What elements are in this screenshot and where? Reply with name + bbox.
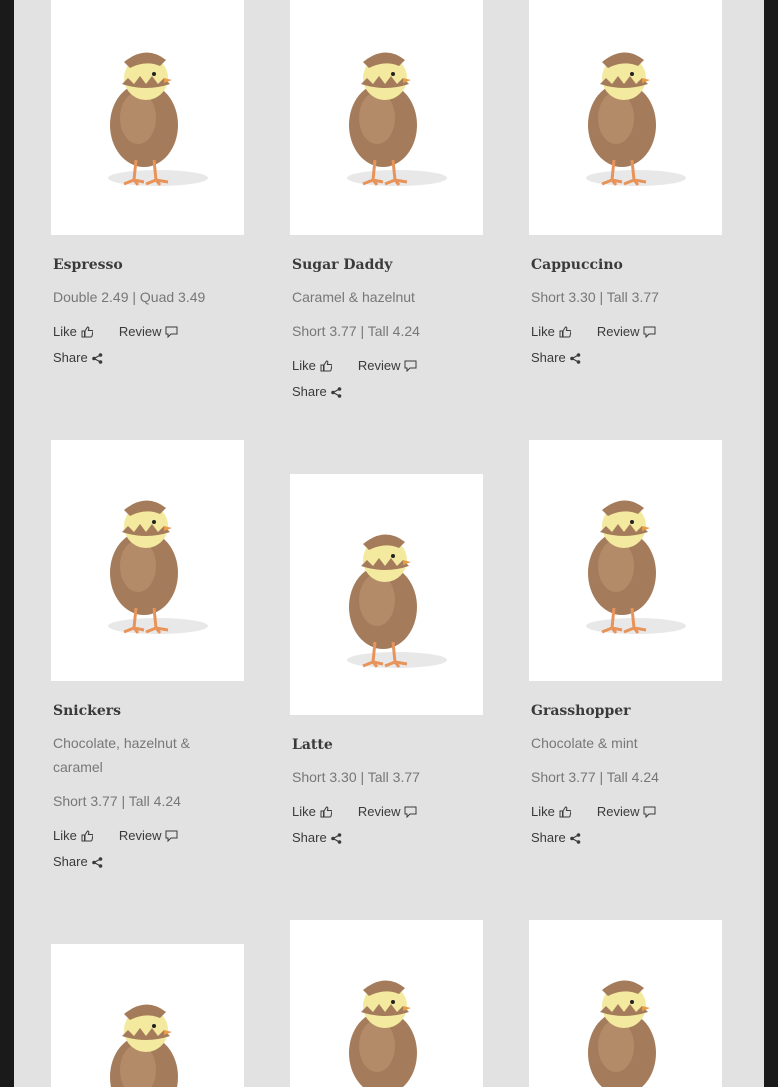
- product-description: Caramel & hazelnut: [292, 289, 415, 305]
- share-button[interactable]: Share: [292, 825, 457, 851]
- product-name[interactable]: Latte: [292, 737, 333, 753]
- product-card: [529, 440, 722, 851]
- review-button[interactable]: Review: [597, 319, 657, 345]
- thumbs-up-icon: [81, 830, 93, 842]
- product-actions: [292, 799, 483, 851]
- share-button[interactable]: Share: [531, 345, 696, 371]
- product-grid: [14, 0, 764, 1087]
- product-price: Short 3.77 | Tall 4.24: [292, 323, 420, 339]
- comment-icon: [165, 326, 178, 338]
- share-icon: [92, 353, 103, 364]
- comment-icon: [643, 326, 656, 338]
- chick-image: [327, 40, 447, 200]
- product-price: Double 2.49 | Quad 3.49: [53, 289, 206, 305]
- share-button[interactable]: Share: [531, 825, 696, 851]
- thumbs-up-icon: [81, 326, 93, 338]
- like-button[interactable]: Like: [53, 319, 93, 345]
- review-button[interactable]: Review: [358, 799, 418, 825]
- product-card: [529, 0, 722, 371]
- product-image[interactable]: [529, 920, 722, 1087]
- product-name[interactable]: Snickers: [53, 703, 121, 719]
- thumbs-up-icon: [320, 806, 332, 818]
- product-card: [290, 474, 483, 851]
- product-card: [51, 440, 244, 875]
- product-description: Chocolate & mint: [531, 735, 638, 751]
- chick-image: [327, 968, 447, 1087]
- product-image[interactable]: [51, 440, 244, 681]
- share-icon: [570, 833, 581, 844]
- chick-image: [88, 40, 208, 200]
- review-button[interactable]: Review: [119, 823, 179, 849]
- product-name[interactable]: Espresso: [53, 257, 123, 273]
- like-button[interactable]: Like: [292, 799, 332, 825]
- product-price: Short 3.30 | Tall 3.77: [531, 289, 659, 305]
- like-button[interactable]: Like: [292, 353, 332, 379]
- review-button[interactable]: Review: [119, 319, 179, 345]
- share-icon: [331, 387, 342, 398]
- review-button[interactable]: Review: [358, 353, 418, 379]
- comment-icon: [643, 806, 656, 818]
- product-image[interactable]: [290, 0, 483, 235]
- chick-image: [566, 968, 686, 1087]
- right-gutter: [764, 0, 778, 1087]
- product-name[interactable]: Sugar Daddy: [292, 257, 393, 273]
- product-card: [290, 0, 483, 405]
- chick-image: [88, 488, 208, 648]
- chick-image: [566, 40, 686, 200]
- product-name[interactable]: Cappuccino: [531, 257, 623, 273]
- product-image[interactable]: [529, 440, 722, 681]
- product-price: Short 3.77 | Tall 4.24: [531, 769, 659, 785]
- product-actions: [531, 319, 722, 371]
- like-button[interactable]: Like: [53, 823, 93, 849]
- like-button[interactable]: Like: [531, 799, 571, 825]
- product-image[interactable]: [529, 0, 722, 235]
- review-button[interactable]: Review: [597, 799, 657, 825]
- product-name[interactable]: Grasshopper: [531, 703, 631, 719]
- share-icon: [92, 857, 103, 868]
- share-button[interactable]: Share: [292, 379, 457, 405]
- product-actions: [531, 799, 722, 851]
- product-actions: [292, 353, 483, 405]
- comment-icon: [404, 360, 417, 372]
- chick-image: [566, 488, 686, 648]
- comment-icon: [165, 830, 178, 842]
- product-image[interactable]: [290, 474, 483, 715]
- chick-image: [327, 522, 447, 682]
- chick-image: [88, 992, 208, 1087]
- product-image[interactable]: [290, 920, 483, 1087]
- product-price: Short 3.30 | Tall 3.77: [292, 769, 420, 785]
- thumbs-up-icon: [559, 326, 571, 338]
- share-button[interactable]: Share: [53, 849, 218, 875]
- product-card: [529, 920, 722, 1087]
- product-card: [51, 0, 244, 371]
- thumbs-up-icon: [559, 806, 571, 818]
- left-gutter: [0, 0, 14, 1087]
- product-card: [290, 920, 483, 1087]
- product-actions: [53, 823, 244, 875]
- product-price: Short 3.77 | Tall 4.24: [53, 793, 181, 809]
- share-icon: [331, 833, 342, 844]
- like-button[interactable]: Like: [531, 319, 571, 345]
- product-image[interactable]: [51, 0, 244, 235]
- share-icon: [570, 353, 581, 364]
- product-description: Chocolate, hazelnut & caramel: [53, 735, 190, 775]
- share-button[interactable]: Share: [53, 345, 218, 371]
- thumbs-up-icon: [320, 360, 332, 372]
- comment-icon: [404, 806, 417, 818]
- product-image[interactable]: [51, 944, 244, 1087]
- product-card: [51, 944, 244, 1087]
- product-actions: [53, 319, 244, 371]
